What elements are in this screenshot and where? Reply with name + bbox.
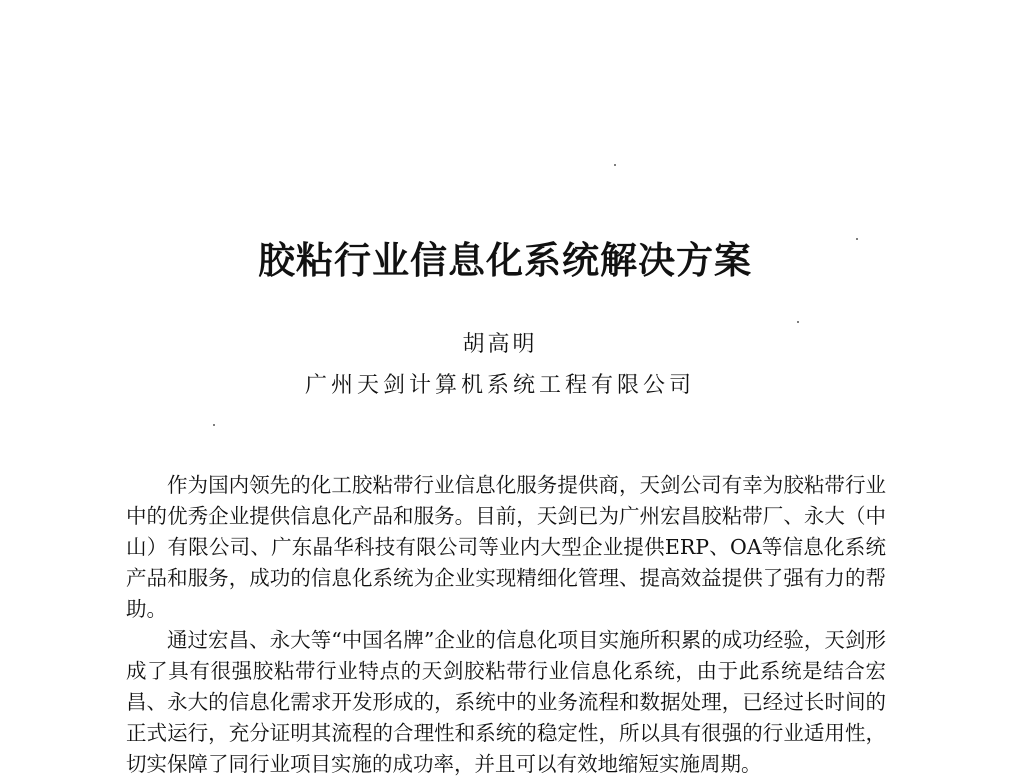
scan-speck — [797, 321, 799, 323]
author-name: 胡高明 — [462, 332, 538, 357]
document-title: 胶粘行业信息化系统解决方案 — [258, 239, 752, 282]
body-text — [126, 470, 886, 780]
paragraph-2: 通过宏昌、永大等“中国名牌”企业的信息化项目实施所积累的成功经验，天剑形成了具有很强胶粘带行业特点的天剑胶粘带行业信息化系统，由于此系统是结合宏昌、永大的信息化需求开发形成的，系统中的业务流程和数据处理，已经过长时间的正式运行，充分证明其流程的合理性和系统的稳定性，所以具有很强的行业适用性，切实保障了同行业项目实施的成功率，并且可以有效地缩短实施周期。 — [126, 628, 886, 776]
scan-speck — [614, 164, 616, 166]
scan-speck — [213, 424, 215, 426]
paragraph-1: 作为国内领先的化工胶粘带行业信息化服务提供商，天剑公司有幸为胶粘带行业中的优秀企业提供信息化产品和服务。目前，天剑已为广州宏昌胶粘带厂、永大（中山）有限公司、广东晶华科技有限公司等业内大型企业提供ERP、OA等信息化系统产品和服务，成功的信息化系统为企业实现精细化管理、提高效益提供了强有力的帮助。 — [126, 473, 886, 621]
author-affiliation: 广州天剑计算机系统工程有限公司 — [304, 373, 695, 398]
